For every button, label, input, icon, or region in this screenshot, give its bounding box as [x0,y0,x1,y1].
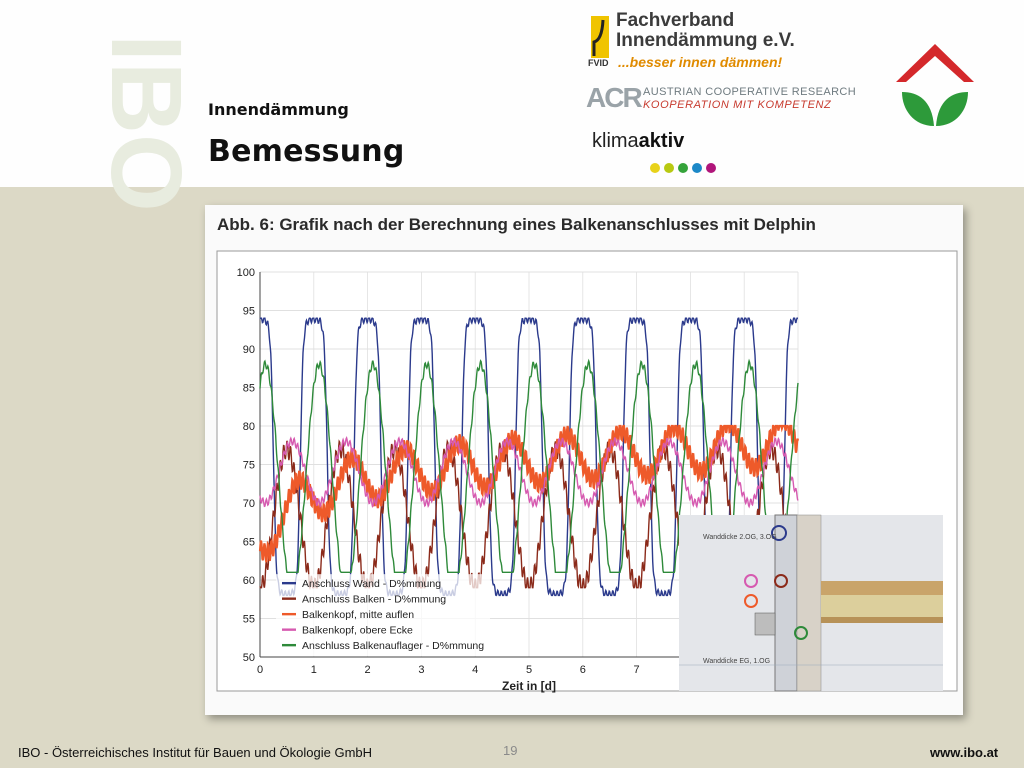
fvid-line2: Innendämmung e.V. [616,30,795,51]
y-tick-label: 100 [236,267,255,279]
legend-label-0: Anschluss Wand - D%mmung [302,578,442,591]
klima-dot-4 [706,163,716,173]
footer-organization: IBO - Österreichisches Institut für Bauen und Ökologie GmbH [18,745,373,760]
page-number: 19 [503,743,518,758]
x-tick-label: 7 [633,664,640,676]
klima-text: klima [592,130,639,152]
klimaaktiv-logo [592,130,732,175]
y-tick-label: 80 [242,421,255,433]
slide-title: Bemessung [208,134,405,169]
x-axis-label: Zeit in [d] [502,679,556,693]
klima-dot-0 [650,163,660,173]
fvid-mark-text: FVID [588,58,609,68]
x-tick-label: 2 [364,664,371,676]
x-tick-label: 1 [310,664,317,676]
x-tick-label: 3 [418,664,425,676]
acr-logo [586,84,866,114]
figure-panel [205,205,963,715]
svg-text:IBO: IBO [90,34,202,212]
klima-dots [650,160,720,172]
y-tick-label: 90 [242,344,255,356]
fvid-mark-icon [588,12,614,62]
fvid-slogan: ...besser innen dämmen! [618,54,783,70]
x-tick-label: 6 [579,664,586,676]
x-tick-label: 5 [525,664,533,676]
slide-footer [0,737,1024,768]
inset-label-bottom: Wanddicke EG, 1.OG [703,658,771,665]
inset-label-top: Wanddicke 2.OG, 3.OG [703,534,777,541]
acr-line1: AUSTRIAN COOPERATIVE RESEARCH [643,86,857,98]
legend-label-2: Balkenkopf, mitte auflen [302,609,415,622]
ibo-watermark [52,0,202,212]
klima-dot-3 [692,163,702,173]
fvid-logo [588,10,848,72]
klima-dot-1 [664,163,674,173]
y-tick-label: 75 [242,459,255,472]
slide-kicker: Innendämmung [208,100,349,119]
acr-line2: KOOPERATION MIT KOMPETENZ [643,99,832,111]
figure-caption: Abb. 6: Grafik nach der Berechnung eines Balkenanschlusses mit Delphin [217,215,816,234]
y-tick-label: 85 [242,382,255,395]
construction-detail-drawing [679,515,943,691]
legend-label-3: Balkenkopf, obere Ecke [302,624,413,637]
y-tick-label: 70 [242,498,255,510]
y-tick-label: 55 [242,613,255,626]
footer-website-link[interactable]: www.ibo.at [930,745,999,760]
fvid-line1: Fachverband [616,10,735,31]
y-tick-label: 95 [242,305,255,318]
y-tick-label: 50 [242,652,255,664]
construction-detail-inset [679,515,943,691]
house-leaf-icon [894,42,976,130]
y-tick-label: 65 [242,536,255,549]
slide-header [0,0,1024,212]
klima-dot-2 [678,163,688,173]
aktiv-text: aktiv [638,130,685,152]
y-tick-label: 60 [242,575,255,587]
x-tick-label: 4 [472,664,479,676]
x-tick-label: 0 [256,664,264,676]
legend-label-1: Anschluss Balken - D%mmung [302,593,447,606]
legend-label-4: Anschluss Balkenauflager - D%mmung [302,640,485,653]
acr-mark: ACR [586,82,641,113]
